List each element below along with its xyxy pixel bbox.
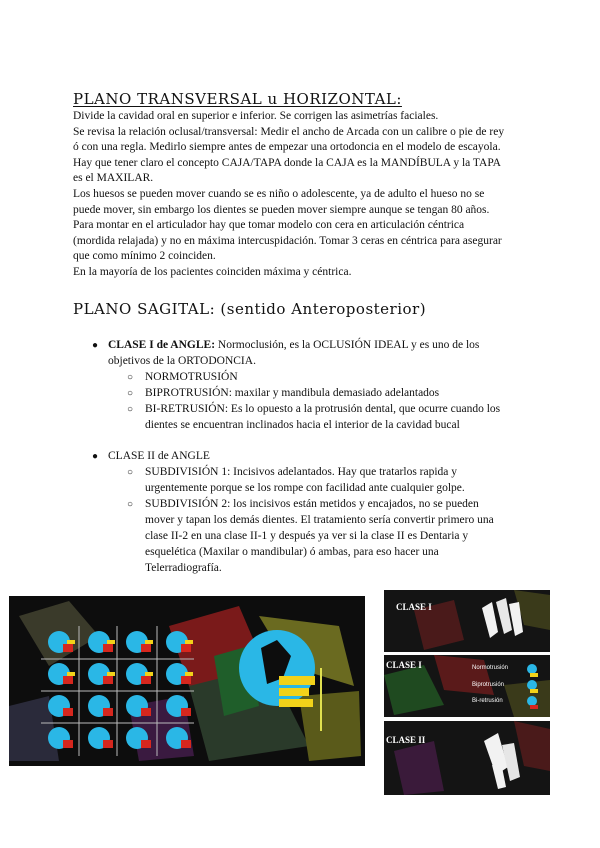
paragraph-line: (mordida relajada) y no en máxima intercuspidación. Tomar 3 ceras en céntrica para asegurar bbox=[73, 234, 502, 247]
clase1-bold-label: CLASE I de ANGLE: bbox=[108, 339, 216, 351]
clase2-sub1-1: SUBDIVISIÓN 1: Incisivos adelantados. Hay que tratarlos rapida y bbox=[145, 466, 458, 478]
panel2-item-biprotrusion: Biprotrusión bbox=[472, 682, 505, 688]
panel2-item-biretrusion: Bi-retrusión bbox=[472, 698, 503, 704]
bullet-icon: ● bbox=[92, 340, 99, 351]
paragraph-line: Divide la cavidad oral en superior e inferior. Se corrigen las asimetrías faciales. bbox=[73, 110, 439, 122]
panel3-label: CLASE II bbox=[386, 735, 426, 745]
clase1-text: Normoclusión, es la OCLUSIÓN IDEAL y es uno de los bbox=[215, 339, 480, 351]
paragraph-line: ó con una regla. Medirlo siempre antes de empezar una ortodoncia en el modelo de escayola. bbox=[73, 141, 501, 154]
paragraph-line: Hay que tener claro el concepto CAJA/TAPA donde la CAJA es la MANDÍBULA y la TAPA bbox=[73, 156, 501, 169]
clase2-sub1-2: urgentemente porque se los rompe con facilidad ante cualquier golpe. bbox=[145, 482, 465, 494]
clase1-sub-normotrusion: NORMOTRUSIÓN bbox=[145, 371, 238, 383]
clase2-sub2-5: Telerradiografía. bbox=[145, 562, 222, 574]
tooth-illustration bbox=[384, 721, 550, 795]
heading-plano-transversal: PLANO TRANSVERSAL u HORIZONTAL: bbox=[73, 90, 402, 108]
occlusion-slide-photo bbox=[9, 596, 365, 766]
paragraph-line: En la mayoría de los pacientes coinciden máxima y céntrica. bbox=[73, 265, 352, 278]
circle-bullet-icon: ○ bbox=[127, 372, 134, 383]
paragraph-line: Se revisa la relación oclusal/transversal: Medir el ancho de Arcada con un calibre o pie de rey bbox=[73, 125, 505, 138]
clase1-sub-biretrusion-1: BI-RETRUSIÓN: Es lo opuesto a la protrusión dental, que ocurre cuando los bbox=[145, 403, 501, 415]
clase1-line1 bbox=[108, 337, 479, 353]
occlusion-slide-illustration bbox=[9, 596, 365, 766]
clase2-sub2-2: mover y tapan los demás dientes. El tratamiento sería convertir primero una bbox=[145, 514, 494, 526]
tooth-illustration bbox=[384, 590, 550, 652]
clase2-sub2-3: clase II-2 en una clase II-1 y después ya ver si la clase II es Dentaria y bbox=[145, 530, 469, 542]
paragraph-line: Para montar en el articulador hay que tomar modelo con cera en articulación céntrica bbox=[73, 219, 465, 232]
circle-bullet-icon: ○ bbox=[127, 467, 134, 478]
slide-clase2-photo bbox=[384, 721, 550, 795]
heading-plano-sagital: PLANO SAGITAL: (sentido Anteroposterior) bbox=[73, 300, 427, 318]
transversal-paragraph bbox=[73, 109, 533, 281]
slide-clase1-photo bbox=[384, 590, 550, 652]
paragraph-line: puede mover, sin embargo los dientes se pueden mover siempre aunque se tengan 80 años. bbox=[73, 203, 490, 216]
slide-clase1-types-photo bbox=[384, 655, 550, 717]
circle-bullet-icon: ○ bbox=[127, 499, 134, 510]
clase1-line2: objetivos de la ORTODONCIA. bbox=[108, 355, 256, 367]
bullet-icon: ● bbox=[92, 451, 99, 462]
panel2-label: CLASE I bbox=[386, 660, 422, 670]
paragraph-line: Los huesos se pueden mover cuando se es niño o adolescente, ya de adulto el hueso no se bbox=[73, 187, 485, 200]
clase2-label: CLASE II de ANGLE bbox=[108, 450, 210, 462]
panel2-item-normotrusion: Normotrusión bbox=[472, 665, 509, 671]
circle-bullet-icon: ○ bbox=[127, 404, 134, 415]
clase1-sub-biprotrusion: BIPROTRUSIÓN: maxilar y mandibula demasiado adelantados bbox=[145, 387, 440, 399]
clase1-sub-biretrusion-2: dientes se encuentran inclinados hacia el interior de la cavidad bucal bbox=[145, 419, 460, 431]
circle-bullet-icon: ○ bbox=[127, 388, 134, 399]
clase2-sub2-1: SUBDIVISIÓN 2: los incisivos están metidos y encajados, no se pueden bbox=[145, 498, 479, 510]
paragraph-line: es el MAXILAR. bbox=[73, 172, 154, 185]
clase2-sub2-4: esquelética (Maxilar o mandibular) ó ambas, para eso hacer una bbox=[145, 546, 439, 558]
panel1-label: CLASE I bbox=[396, 602, 432, 612]
paragraph-line: que como mínimo 2 coinciden. bbox=[73, 250, 216, 263]
